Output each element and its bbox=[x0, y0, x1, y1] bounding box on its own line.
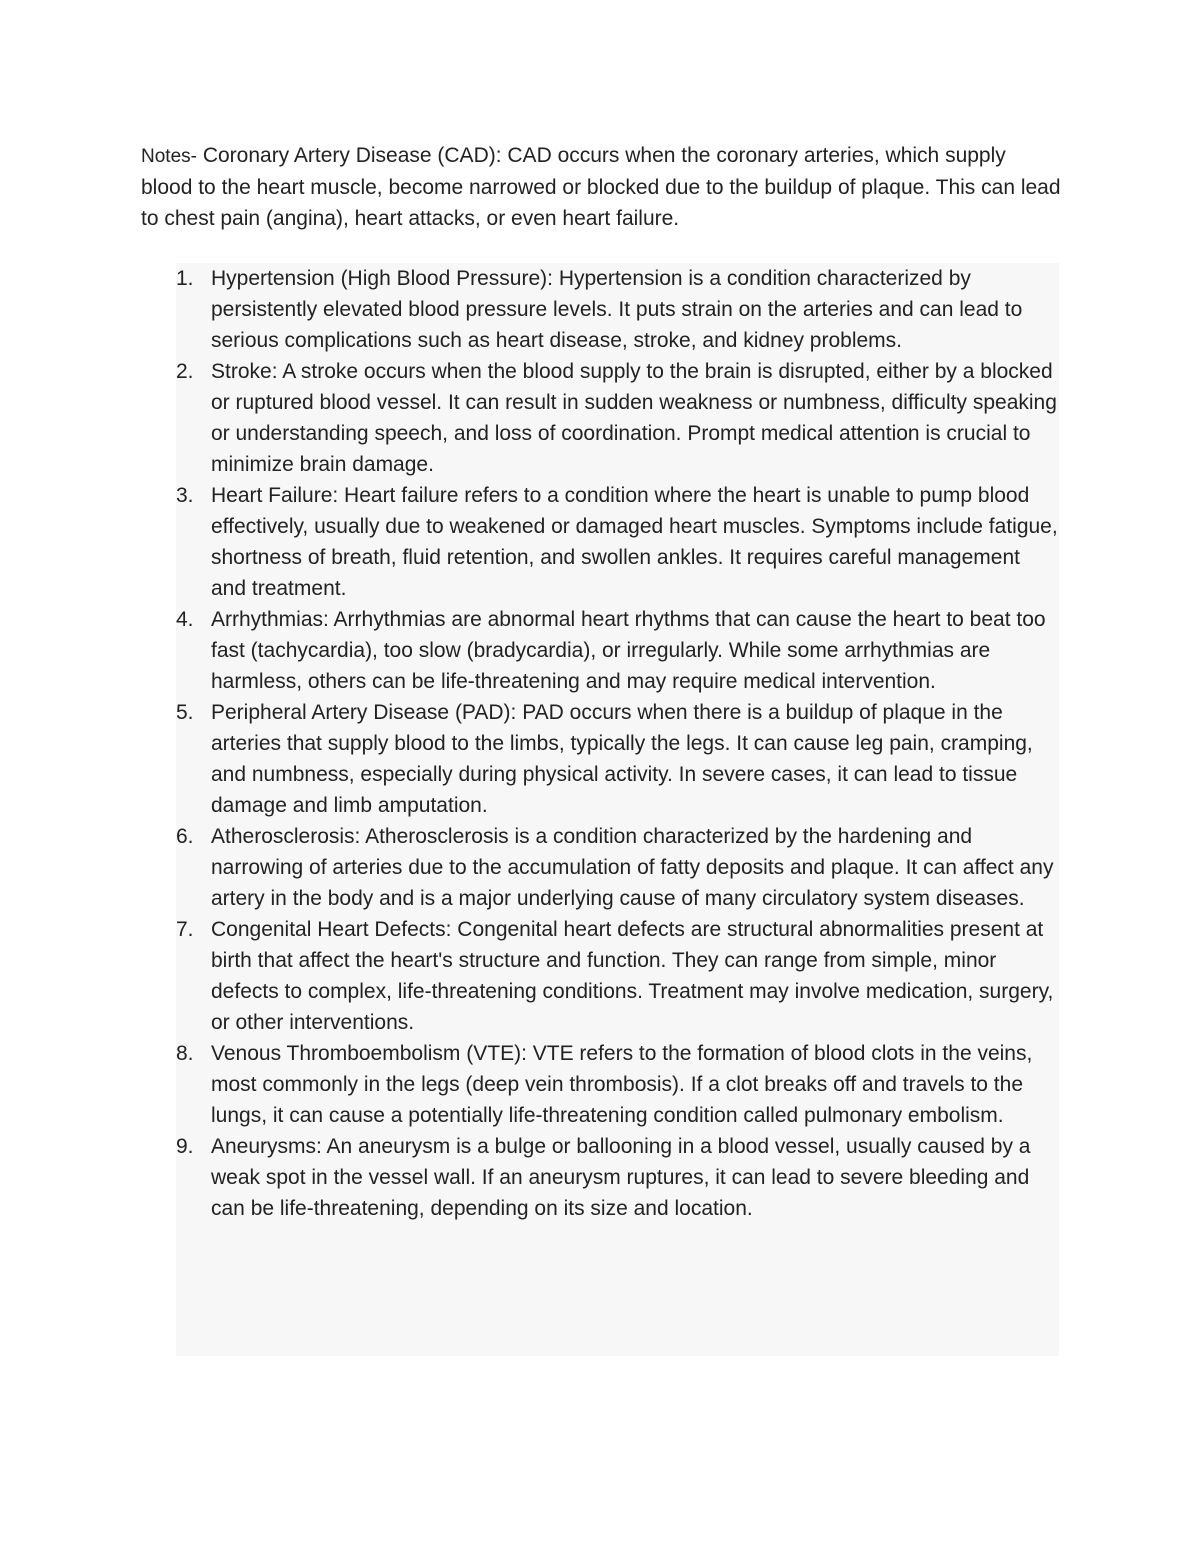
item-text: Arrhythmias: Arrhythmias are abnormal heart rhythms that can cause the heart to beat too fast (tachycardia), too slow (bradycardia), or irregularly. While some arrhythmias are harmless, others can be life-threatening and may require medical intervention. bbox=[211, 608, 1046, 693]
list-item bbox=[176, 356, 1059, 480]
item-number: 5. bbox=[176, 701, 194, 724]
item-number: 2. bbox=[176, 360, 194, 383]
item-text: Hypertension (High Blood Pressure): Hypertension is a condition characterized by persistently elevated blood pressure levels. It puts strain on the arteries and can lead to serious complications such as heart disease, stroke, and kidney problems. bbox=[211, 267, 1023, 352]
item-text: Heart Failure: Heart failure refers to a condition where the heart is unable to pump blood effectively, usually due to weakened or damaged heart muscles. Symptoms include fatigue, shortness of breath, fluid retention, and swollen ankles. It requires careful management and treatment. bbox=[211, 484, 1058, 600]
item-number: 1. bbox=[176, 267, 194, 290]
list-item bbox=[176, 263, 1059, 356]
item-number: 8. bbox=[176, 1042, 194, 1065]
list-item bbox=[176, 1131, 1059, 1224]
item-text: Venous Thromboembolism (VTE): VTE refers to the formation of blood clots in the veins, most commonly in the legs (deep vein thrombosis). If a clot breaks off and travels to the lungs, it can cause a potentially life-threatening condition called pulmonary embolism. bbox=[211, 1042, 1033, 1127]
list-item bbox=[176, 821, 1059, 914]
list-item bbox=[176, 1038, 1059, 1131]
item-number: 7. bbox=[176, 918, 194, 941]
item-text: Aneurysms: An aneurysm is a bulge or ballooning in a blood vessel, usually caused by a weak spot in the vessel wall. If an aneurysm ruptures, it can lead to severe bleeding and can be life-threatening, depending on its size and location. bbox=[211, 1135, 1031, 1220]
item-text: Peripheral Artery Disease (PAD): PAD occurs when there is a buildup of plaque in the arteries that supply blood to the limbs, typically the legs. It can cause leg pain, cramping, and numbness, especially during physical activity. In severe cases, it can lead to tissue damage and limb amputation. bbox=[211, 701, 1033, 817]
item-text: Atherosclerosis: Atherosclerosis is a condition characterized by the hardening and narrowing of arteries due to the accumulation of fatty deposits and plaque. It can affect any artery in the body and is a major underlying cause of many circulatory system diseases. bbox=[211, 825, 1054, 910]
item-number: 6. bbox=[176, 825, 194, 848]
item-text: Stroke: A stroke occurs when the blood supply to the brain is disrupted, either by a blocked or ruptured blood vessel. It can result in sudden weakness or numbness, difficulty speaking or understanding speech, and loss of coordination. Prompt medical attention is crucial to minimize brain damage. bbox=[211, 360, 1057, 476]
list-item bbox=[176, 914, 1059, 1038]
item-number: 3. bbox=[176, 484, 194, 507]
notes-prefix: Notes- bbox=[141, 146, 197, 167]
conditions-list bbox=[176, 263, 1059, 1224]
intro-text: Coronary Artery Disease (CAD): CAD occurs when the coronary arteries, which supply blood to the heart muscle, become narrowed or blocked due to the buildup of plaque. This can lead to chest pain (angina), heart attacks, or even heart failure. bbox=[141, 144, 1061, 230]
item-number: 4. bbox=[176, 608, 194, 631]
list-item bbox=[176, 604, 1059, 697]
list-item bbox=[176, 480, 1059, 604]
intro-paragraph bbox=[141, 140, 1061, 234]
item-number: 9. bbox=[176, 1135, 194, 1158]
item-text: Congenital Heart Defects: Congenital heart defects are structural abnormalities present at birth that affect the heart's structure and function. They can range from simple, minor defects to complex, life-threatening conditions. Treatment may involve medication, surgery, or other interventions. bbox=[211, 918, 1054, 1034]
list-item bbox=[176, 697, 1059, 821]
